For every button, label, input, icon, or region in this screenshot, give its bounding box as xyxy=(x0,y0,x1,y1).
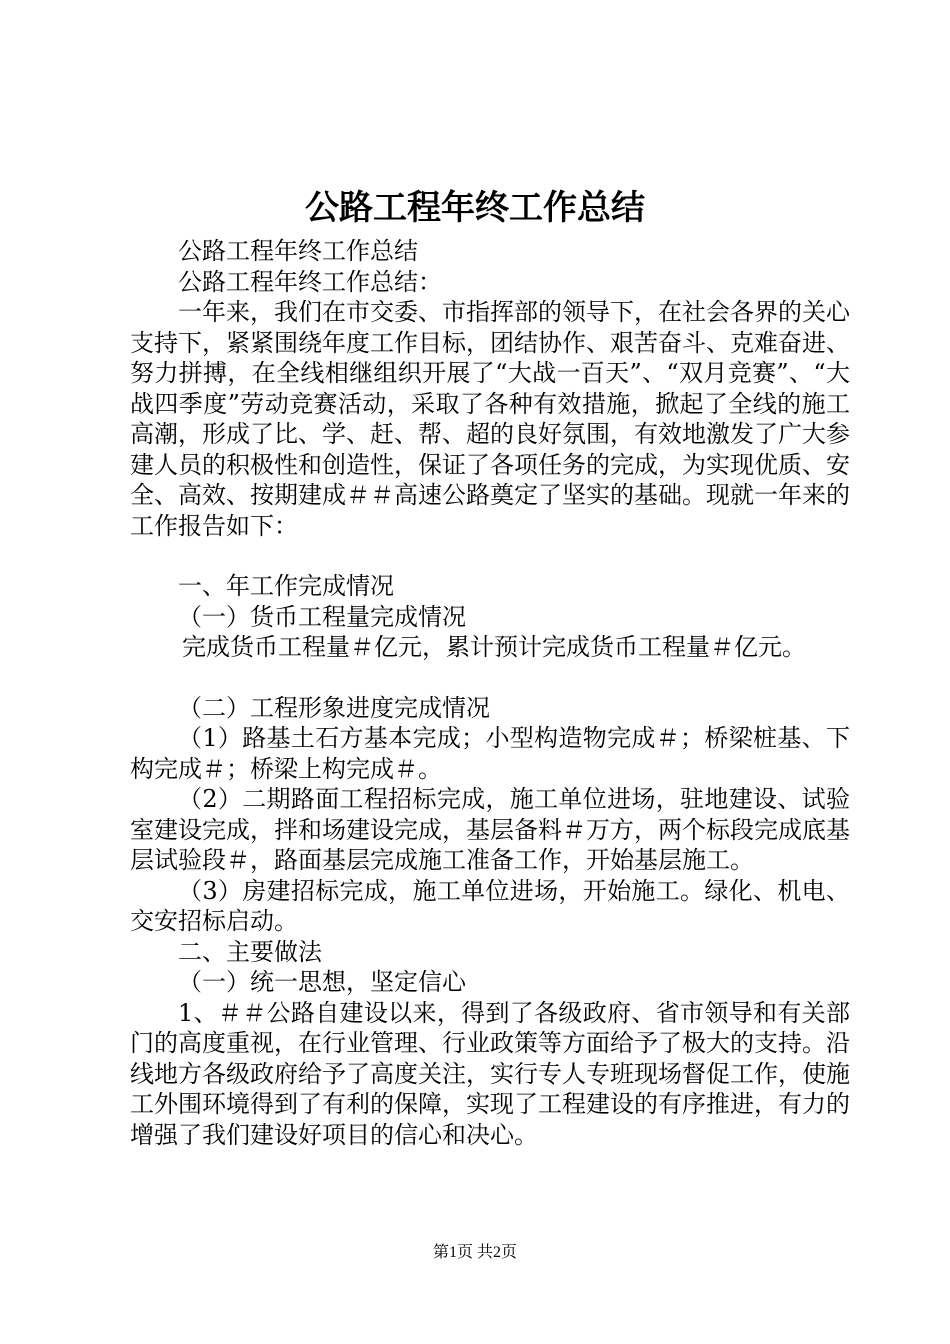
subsection-heading-1-1: （一）货币工程量完成情况 xyxy=(178,602,466,631)
section-heading-1: 一、年工作完成情况 xyxy=(178,572,394,600)
paragraph-point-1: 1、＃＃公路自建设以来，得到了各级政府、省市领导和有关部门的高度重视，在行业管理、行业政策等方面给予了极大的支持。沿线地方各级政府给予了高度关注，实行专人专班现场督促工作，使施工外围环境得到了有利的保障，实现了工程建设的有序推进，有力的增强了我们建设好项目的信心和决心。 xyxy=(130,998,850,1149)
paragraph-heading-repeat: 公路工程年终工作总结 xyxy=(178,237,418,265)
paragraph-item-2: （2）二期路面工程招标完成，施工单位进场，驻地建设、试验室建设完成，拌和场建设完成，基层备料＃万方，两个标段完成底基层试验段＃，路面基层完成施工准备工作，开始基层施工。 xyxy=(130,785,850,874)
paragraph-salutation: 公路工程年终工作总结： xyxy=(178,267,442,296)
section-heading-2: 二、主要做法 xyxy=(178,937,322,966)
paragraph-item-1: （1）路基土石方基本完成；小型构造物完成＃；桥梁桩基、下构完成＃；桥梁上构完成＃。 xyxy=(130,724,850,783)
paragraph-monetary-volume: 完成货币工程量＃亿元，累计预计完成货币工程量＃亿元。 xyxy=(182,633,806,661)
page-footer: 第1页 共2页 xyxy=(432,1244,517,1261)
paragraph-item-3: （3）房建招标完成，施工单位进场，开始施工。绿化、机电、交安招标启动。 xyxy=(130,876,850,935)
subsection-heading-2-1: （一）统一思想，坚定信心 xyxy=(178,968,466,996)
paragraph-intro: 一年来，我们在市交委、市指挥部的领导下，在社会各界的关心支持下，紧紧围绕年度工作目标，团结协作、艰苦奋斗、克难奋进、努力拼搏，在全线相继组织开展了“大战一百天”、“双月竞赛”、“大战四季度”劳动竞赛活动，采取了各种有效措施，掀起了全线的施工高潮，形成了比、学、赶、帮、超的良好氛围，有效地激发了广大参建人员的积极性和创造性，保证了各项任务的完成，为实现优质、安全、高效、按期建成＃＃高速公路奠定了坚实的基础。现就一年来的工作报告如下： xyxy=(130,298,850,540)
document-body xyxy=(130,236,850,1150)
document-title: 公路工程年终工作总结 xyxy=(305,188,645,228)
subsection-heading-1-2: （二）工程形象进度完成情况 xyxy=(178,693,490,722)
